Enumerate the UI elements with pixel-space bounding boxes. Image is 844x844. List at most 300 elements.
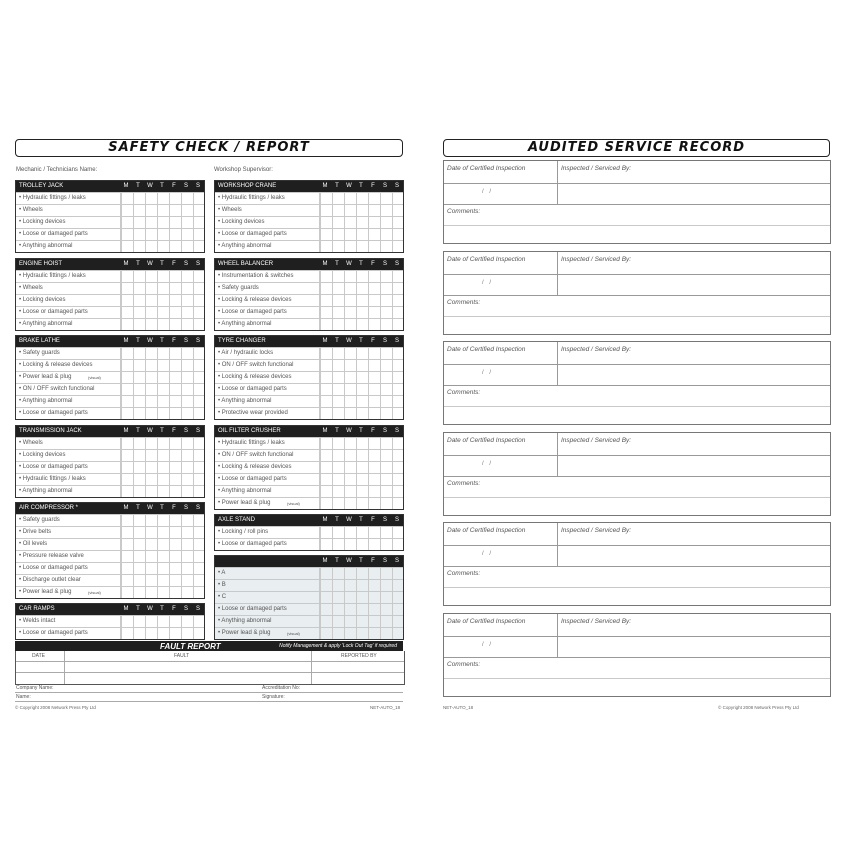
section-name: AIR COMPRESSOR *: [19, 505, 79, 511]
checklist-item: [215, 615, 403, 627]
day-header: T: [359, 517, 363, 523]
section-name: TRANSMISSION JACK: [19, 428, 82, 434]
check-cells[interactable]: [319, 384, 403, 395]
checklist-item-label: • Loose or damaged parts: [218, 541, 287, 547]
day-header: M: [322, 558, 328, 564]
day-header: T: [359, 183, 363, 189]
record-date-row[interactable]: [444, 363, 830, 386]
checklist-item-label: • ON / OFF switch functional: [218, 452, 294, 458]
day-header: M: [123, 505, 129, 511]
checklist-item-label: • Wheels: [19, 207, 43, 213]
check-cells[interactable]: [120, 360, 204, 371]
day-header: M: [322, 338, 328, 344]
checklist-item-label: • Safety guards: [218, 285, 259, 291]
check-cells[interactable]: [319, 283, 403, 294]
check-cells[interactable]: [120, 587, 204, 598]
checklist-item-label: • Oil levels: [19, 541, 48, 547]
inspected-label: Inspected / Serviced By:: [561, 346, 632, 353]
check-cells[interactable]: [120, 551, 204, 562]
checklist-item-label: • Hydraulic fittings / leaks: [218, 440, 285, 446]
visual-note: (visual): [88, 590, 101, 595]
checklist-item-label: • Pressure release valve: [19, 553, 84, 559]
day-header: T: [335, 428, 339, 434]
checklist-item-label: • Anything abnormal: [218, 618, 272, 624]
day-header: T: [335, 338, 339, 344]
check-cells[interactable]: [120, 539, 204, 550]
comments-label: Comments:: [447, 208, 481, 215]
check-cells[interactable]: [120, 450, 204, 461]
comments-label: Comments:: [447, 389, 481, 396]
check-cells[interactable]: [120, 515, 204, 526]
checklist-section: [15, 180, 205, 253]
service-record-title: AUDITED SERVICE RECORD: [443, 139, 830, 157]
check-cells[interactable]: [120, 396, 204, 407]
checklist-section: [15, 425, 205, 498]
day-header: W: [147, 261, 153, 267]
fault-report-title: FAULT REPORT: [160, 642, 221, 651]
checklist-item: [16, 461, 204, 473]
signature-line: [15, 692, 403, 693]
checklist-section: [15, 335, 205, 420]
check-cells[interactable]: [319, 319, 403, 330]
check-cells[interactable]: [319, 580, 403, 591]
fault-col-date: DATE: [32, 653, 45, 659]
service-record-block: [443, 432, 831, 516]
check-cells[interactable]: [319, 217, 403, 228]
checklist-item: [215, 603, 403, 615]
check-cells[interactable]: [319, 193, 403, 204]
day-header: F: [172, 428, 176, 434]
day-header: W: [346, 261, 352, 267]
checklist-item-label: • Welds intact: [19, 618, 56, 624]
day-header: W: [147, 606, 153, 612]
day-header: T: [359, 338, 363, 344]
checklist-item: [215, 216, 403, 228]
inspected-label: Inspected / Serviced By:: [561, 255, 632, 263]
day-header: S: [183, 183, 188, 189]
date-field[interactable]: / /: [482, 641, 494, 648]
day-header: F: [172, 338, 176, 344]
check-cells[interactable]: [319, 438, 403, 449]
date-field[interactable]: / /: [482, 551, 494, 557]
fault-divider: [311, 651, 312, 684]
checklist-item: [16, 574, 204, 586]
fault-col-reported: REPORTED BY: [341, 653, 377, 659]
day-header: S: [183, 606, 188, 612]
checklist-item: [16, 586, 204, 598]
service-record-block: [443, 613, 831, 697]
checklist-item-label: • Anything abnormal: [19, 488, 73, 494]
fault-report-table: [15, 651, 405, 685]
check-cells[interactable]: [319, 462, 403, 473]
checklist-item: [215, 461, 403, 473]
section-name: TROLLEY JACK: [19, 183, 64, 189]
checklist-section: [15, 603, 205, 640]
section-header: [16, 181, 204, 192]
fault-report-note: Notify Management & apply 'Lock Out Tag' if required: [279, 643, 397, 649]
checklist-item: [16, 407, 204, 419]
checklist-item: [215, 359, 403, 371]
day-header: S: [382, 338, 387, 344]
day-header: T: [359, 428, 363, 434]
checklist-item: [215, 437, 403, 449]
checklist-item-label: • Discharge outlet clear: [19, 577, 81, 583]
checklist-item-label: • Safety guards: [19, 350, 60, 356]
checklist-item-label: • Anything abnormal: [218, 321, 272, 327]
comments-line[interactable]: [444, 497, 830, 498]
check-cells[interactable]: [319, 360, 403, 371]
check-cells[interactable]: [120, 384, 204, 395]
checklist-item-label: • Drive belts: [19, 529, 52, 535]
day-header: W: [346, 183, 352, 189]
day-header: T: [160, 606, 164, 612]
day-header: S: [195, 428, 200, 434]
checklist-section: [214, 335, 404, 420]
checklist-item-label: • Anything abnormal: [218, 243, 272, 249]
check-cells[interactable]: [120, 229, 204, 240]
check-cells[interactable]: [319, 295, 403, 306]
checklist-item: [16, 437, 204, 449]
day-header: S: [195, 261, 200, 267]
day-header: S: [394, 558, 399, 564]
accreditation-label: Accreditation No:: [262, 685, 301, 691]
check-cells[interactable]: [319, 616, 403, 627]
checklist-item: [215, 282, 403, 294]
section-header: [16, 604, 204, 615]
inspected-label: Inspected / Serviced By:: [561, 165, 632, 172]
checklist-item-label: • A: [218, 570, 226, 576]
right-page-code: NET-AUTO_18: [443, 705, 474, 710]
day-header: F: [172, 261, 176, 267]
date-field[interactable]: / /: [482, 460, 494, 467]
section-name: WORKSHOP CRANE: [218, 183, 277, 189]
check-cells[interactable]: [120, 283, 204, 294]
supervisor-label: Workshop Supervisor:: [214, 167, 273, 173]
service-record-block: [443, 522, 831, 606]
day-header: T: [160, 261, 164, 267]
checklist-item-label: • Power lead & plug: [19, 589, 72, 595]
visual-note: (visual): [287, 631, 300, 636]
inspected-label: Inspected / Serviced By:: [561, 617, 632, 625]
day-header: S: [195, 183, 200, 189]
check-cells[interactable]: [120, 217, 204, 228]
check-cells[interactable]: [120, 575, 204, 586]
check-cells[interactable]: [120, 438, 204, 449]
day-header: T: [136, 606, 140, 612]
date-field[interactable]: / /: [482, 279, 494, 286]
checklist-item: [16, 240, 204, 252]
day-header: T: [160, 505, 164, 511]
fault-col-fault: FAULT: [174, 653, 190, 659]
date-label: Date of Certified Inspection: [447, 436, 526, 444]
check-cells[interactable]: [120, 193, 204, 204]
checklist-item: [16, 395, 204, 407]
company-label: Company Name:: [16, 685, 54, 691]
checklist-item-label: • Loose or damaged parts: [19, 410, 88, 416]
check-cells[interactable]: [319, 241, 403, 252]
checklist-item-label: • Locking / roll pins: [218, 529, 269, 535]
checklist-item: [215, 371, 403, 383]
day-header: S: [195, 505, 200, 511]
checklist-item: [16, 270, 204, 282]
record-divider: [557, 161, 558, 205]
section-name: ENGINE HOIST: [19, 261, 63, 267]
section-header: [215, 336, 403, 347]
checklist-item-label: • Power lead & plug: [19, 374, 72, 380]
date-label: Date of Certified Inspection: [447, 255, 526, 263]
checklist-item-label: • Loose or damaged parts: [19, 630, 88, 636]
record-date-row[interactable]: [444, 182, 830, 205]
section-name: CAR RAMPS: [19, 606, 55, 612]
day-header: F: [371, 261, 375, 267]
checklist-item: [16, 514, 204, 526]
checklist-section: [214, 425, 404, 510]
record-date-row[interactable]: [444, 544, 830, 567]
checklist-item: [215, 627, 403, 639]
checklist-item: [215, 526, 403, 538]
day-header: M: [322, 261, 328, 267]
section-header: [215, 181, 403, 192]
record-date-row[interactable]: [444, 454, 830, 477]
day-header: T: [335, 183, 339, 189]
right-copyright: © Copyright 2008 Network Press Pty Ltd: [718, 705, 799, 710]
left-page-code: NET-AUTO_18: [370, 705, 401, 710]
check-cells[interactable]: [319, 348, 403, 359]
check-cells[interactable]: [319, 474, 403, 485]
day-header: S: [394, 183, 399, 189]
day-header: M: [123, 338, 129, 344]
check-cells[interactable]: [120, 462, 204, 473]
date-field[interactable]: / /: [482, 370, 494, 376]
checklist-item: [215, 192, 403, 204]
record-date-row[interactable]: [444, 635, 830, 658]
checklist-item-label: • Loose or damaged parts: [19, 309, 88, 315]
day-header: T: [136, 183, 140, 189]
checklist-item-label: • Anything abnormal: [19, 243, 73, 249]
check-cells[interactable]: [319, 408, 403, 419]
comments-line[interactable]: [444, 316, 830, 317]
checklist-item: [215, 270, 403, 282]
day-header: S: [382, 558, 387, 564]
day-header: M: [123, 428, 129, 434]
day-header: M: [322, 428, 328, 434]
section-header: [16, 503, 204, 514]
checklist-item: [16, 550, 204, 562]
day-header: F: [172, 505, 176, 511]
checklist-item: [215, 383, 403, 395]
check-cells[interactable]: [120, 486, 204, 497]
inspected-label: Inspected / Serviced By:: [561, 436, 632, 444]
checklist-item-label: • Wheels: [19, 285, 43, 291]
checklist-item: [16, 562, 204, 574]
checklist-item: [16, 306, 204, 318]
check-cells[interactable]: [319, 271, 403, 282]
comments-label: Comments:: [447, 570, 481, 577]
checklist-section: [214, 258, 404, 331]
check-cells[interactable]: [120, 563, 204, 574]
checklist-item: [16, 282, 204, 294]
section-header: [215, 556, 403, 567]
section-name: BRAKE LATHE: [19, 338, 60, 344]
record-date-row[interactable]: [444, 273, 830, 296]
checklist-item-label: • Locking devices: [19, 219, 66, 225]
comments-line[interactable]: [444, 678, 830, 679]
record-divider: [557, 523, 558, 567]
check-cells[interactable]: [120, 348, 204, 359]
check-cells[interactable]: [319, 205, 403, 216]
checklist-item: [16, 383, 204, 395]
checklist-item: [215, 485, 403, 497]
day-header: M: [123, 183, 129, 189]
checklist-item-label: • Loose or damaged parts: [218, 606, 287, 612]
date-label: Date of Certified Inspection: [447, 617, 526, 625]
comments-line[interactable]: [444, 587, 830, 588]
checklist-item-label: • Protective wear provided: [218, 410, 288, 416]
checklist-item-label: • Loose or damaged parts: [19, 464, 88, 470]
record-divider: [557, 433, 558, 477]
checklist-item: [16, 347, 204, 359]
section-header: [215, 259, 403, 270]
checklist-item: [16, 192, 204, 204]
check-cells[interactable]: [120, 616, 204, 627]
check-cells[interactable]: [120, 408, 204, 419]
checklist-item: [16, 359, 204, 371]
check-cells[interactable]: [319, 396, 403, 407]
fault-divider: [64, 651, 65, 684]
checklist-item-label: • B: [218, 582, 226, 588]
checklist-item: [16, 228, 204, 240]
checklist-item: [16, 473, 204, 485]
checklist-item: [215, 294, 403, 306]
checklist-item-label: • Loose or damaged parts: [218, 231, 287, 237]
service-record-block: [443, 160, 831, 244]
check-cells[interactable]: [319, 628, 403, 639]
checklist-item-label: • Anything abnormal: [19, 321, 73, 327]
day-header: S: [382, 261, 387, 267]
section-name: WHEEL BALANCER: [218, 261, 274, 267]
checklist-item: [215, 473, 403, 485]
checklist-section: [214, 555, 404, 640]
day-header: S: [183, 261, 188, 267]
day-header: T: [335, 261, 339, 267]
comments-label: Comments:: [447, 298, 481, 306]
checklist-item-label: • Loose or damaged parts: [19, 231, 88, 237]
check-cells[interactable]: [120, 628, 204, 639]
checklist-item: [215, 240, 403, 252]
checklist-item: [215, 567, 403, 579]
day-header: T: [335, 558, 339, 564]
inspected-label: Inspected / Serviced By:: [561, 527, 632, 534]
checklist-item: [215, 306, 403, 318]
checklist-section: [214, 514, 404, 551]
checklist-item-label: • Safety guards: [19, 517, 60, 523]
day-header: T: [160, 428, 164, 434]
check-cells[interactable]: [120, 372, 204, 383]
checklist-item: [215, 538, 403, 550]
mechanic-label: Mechanic / Technicians Name:: [16, 167, 98, 173]
check-cells[interactable]: [319, 592, 403, 603]
check-cells[interactable]: [120, 205, 204, 216]
check-cells[interactable]: [120, 241, 204, 252]
check-cells[interactable]: [319, 604, 403, 615]
visual-note: (visual): [287, 501, 300, 506]
day-header: S: [382, 517, 387, 523]
check-cells[interactable]: [120, 527, 204, 538]
day-header: S: [183, 505, 188, 511]
check-cells[interactable]: [319, 539, 403, 550]
checklist-item-label: • ON / OFF switch functional: [218, 362, 294, 368]
name-label: Name:: [16, 694, 31, 700]
check-cells[interactable]: [120, 319, 204, 330]
checklist-item: [16, 216, 204, 228]
checklist-item: [16, 204, 204, 216]
service-record-block: [443, 341, 831, 425]
checklist-item-label: • Anything abnormal: [218, 488, 272, 494]
date-label: Date of Certified Inspection: [447, 165, 526, 172]
day-header: F: [172, 183, 176, 189]
checklist-item-label: • Loose or damaged parts: [218, 309, 287, 315]
day-header: T: [160, 338, 164, 344]
check-cells[interactable]: [319, 372, 403, 383]
check-cells[interactable]: [120, 307, 204, 318]
checklist-item: [215, 347, 403, 359]
checklist-item: [16, 449, 204, 461]
day-header: M: [322, 183, 328, 189]
comments-line[interactable]: [444, 225, 830, 226]
day-header: M: [123, 606, 129, 612]
check-cells[interactable]: [319, 229, 403, 240]
signature-line: [15, 701, 403, 702]
check-cells[interactable]: [319, 568, 403, 579]
record-divider: [557, 342, 558, 386]
date-field[interactable]: / /: [482, 189, 494, 195]
check-cells[interactable]: [120, 474, 204, 485]
fault-line: [16, 661, 404, 662]
day-header: F: [371, 517, 375, 523]
check-cells[interactable]: [120, 295, 204, 306]
checklist-item: [215, 204, 403, 216]
checklist-item-label: • Locking devices: [19, 452, 66, 458]
date-label: Date of Certified Inspection: [447, 346, 526, 353]
check-cells[interactable]: [319, 527, 403, 538]
check-cells[interactable]: [319, 498, 403, 509]
check-cells[interactable]: [319, 486, 403, 497]
checklist-item-label: • Air / hydraulic locks: [218, 350, 274, 356]
checklist-item: [215, 228, 403, 240]
section-header: [215, 426, 403, 437]
checklist-item-label: • Hydraulic fittings / leaks: [19, 476, 86, 482]
day-header: W: [346, 558, 352, 564]
day-header: F: [172, 606, 176, 612]
check-cells[interactable]: [319, 450, 403, 461]
day-header: S: [394, 428, 399, 434]
comments-line[interactable]: [444, 406, 830, 407]
visual-note: (visual): [88, 375, 101, 380]
day-header: S: [195, 606, 200, 612]
day-header: S: [382, 183, 387, 189]
checklist-item-label: • Locking & release devices: [19, 362, 93, 368]
day-header: W: [147, 338, 153, 344]
checklist-item-label: • Locking devices: [218, 219, 265, 225]
day-header: W: [147, 505, 153, 511]
checklist-item-label: • ON / OFF switch functional: [19, 386, 95, 392]
day-header: S: [183, 428, 188, 434]
check-cells[interactable]: [319, 307, 403, 318]
checklist-item-label: • Hydraulic fittings / leaks: [19, 273, 86, 279]
checklist-item: [215, 579, 403, 591]
check-cells[interactable]: [120, 271, 204, 282]
checklist-section: [214, 180, 404, 253]
